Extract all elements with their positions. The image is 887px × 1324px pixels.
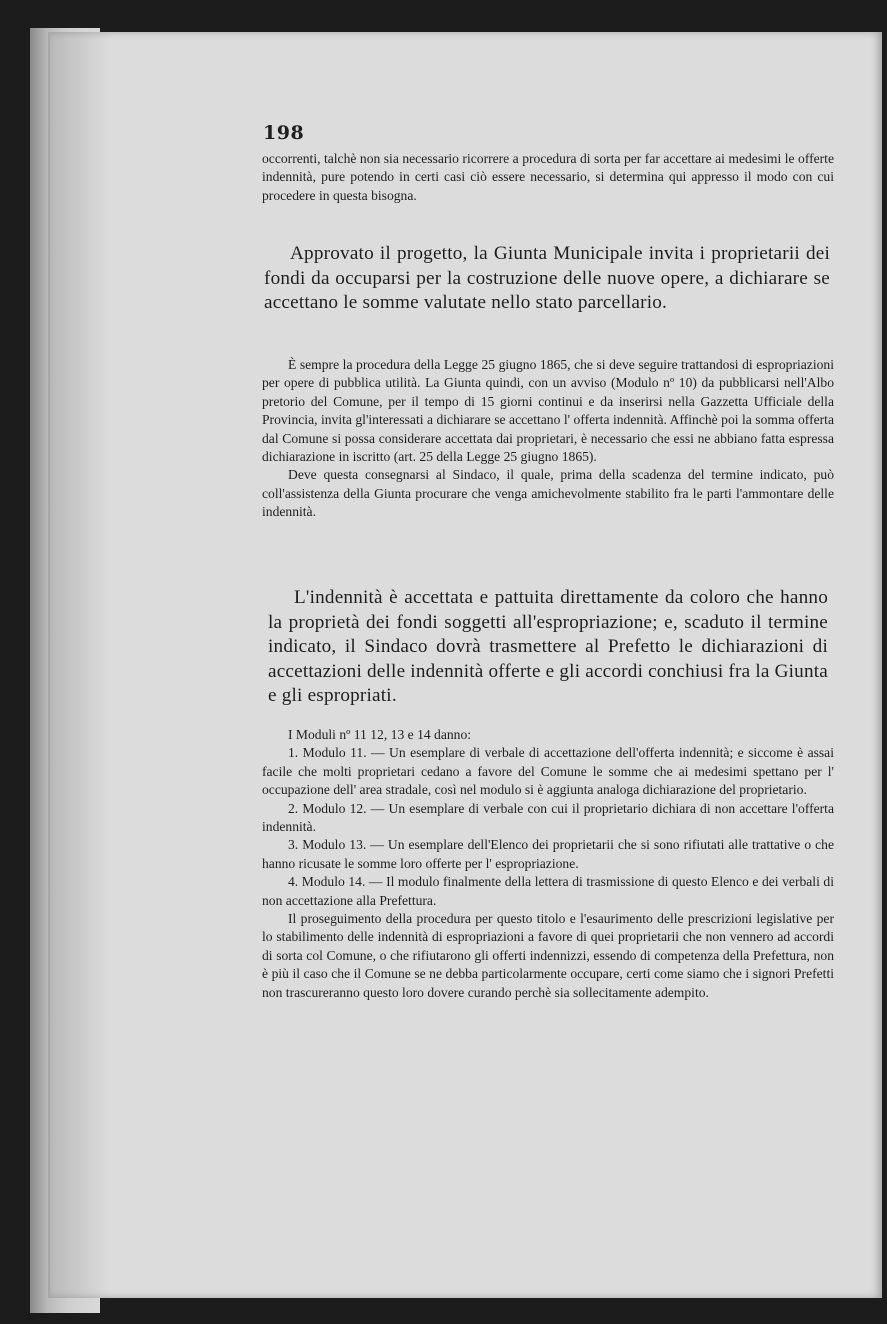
commentary-modules (262, 726, 834, 1002)
page-number: 198 (263, 122, 305, 144)
module-item: 2. Modulo 12. — Un esemplare di verbale con cui il proprietario dichiara di non accettare l'offerta indennità. (262, 800, 834, 835)
page-gutter-shadow (50, 32, 110, 1298)
commentary-procedure (262, 356, 834, 522)
closing-paragraph: Il proseguimento della procedura per questo titolo e l'esaurimento delle prescrizioni legislative per lo stabilimento delle indennità di espropriazioni a favore di quei proprietarii che non vennero ad accordi di sorta col Comune, o che rifiutarono gli offerti indennizzi, essendo di competenza della Prefettura, non è più il caso che il Comune se ne debba particolarmente occupare, certi come siamo che i signori Prefetti non trascureranno questo loro dovere curando perchè sia sollecitamente adempito. (262, 911, 834, 1000)
module-item: 3. Modulo 13. — Un esemplare dell'Elenco dei proprietarii che si sono rifiutati alle trattative o che hanno ricusate le somme loro offerte per l' espropriazione. (262, 837, 834, 871)
intro-paragraph: occorrenti, talchè non sia necessario ricorrere a procedura di sorta per far accettare ai medesimi le offerte indennità, pure potendo in certi casi ciò essere necessario, si determina qui appresso il modo con cui procedere in questa bisogna. (262, 151, 834, 203)
modules-intro: I Moduli nº 11 12, 13 e 14 danno: (288, 727, 472, 742)
commentary-paragraph: È sempre la procedura della Legge 25 giugno 1865, che si deve seguire trattandosi di espropriazioni per opere di pubblica utilità. La Giunta quindi, con un avviso (Modulo nº 10) da pubblicarsi nell'Albo pretorio del Comune, per il tempo di 15 giorni continui e da inserirsi nella Gazzetta Ufficiale della Provincia, invita gl'interessati a dichiarare se accettano l' offerta indennità. Affinchè poi la somma offerta dal Comune si possa considerare accettata dai proprietari, è necessario che essi ne abbiano fatta espressa dichiarazione in iscritto (art. 25 della Legge 25 giugno 1865). (262, 357, 834, 465)
module-item: 1. Modulo 11. — Un esemplare di verbale di accettazione dell'offerta indennità; e siccome è assai facile che molti proprietari cedano a favore del Comune le somme che ai medesimi spettano per l' occupazione dell' area stradale, così nel modulo si è aggiunta analoga dichiarazione del proprietario. (262, 745, 834, 798)
article-indemnity-text: L'indennità è accettata e pattuita direttamente da coloro che hanno la proprietà dei fondi soggetti all'espropriazione; e, scaduto il termine indicato, il Sindaco dovrà trasmettere al Prefetto le dichiarazioni di accettazioni delle indennità offerte e gli accordi conchiusi fra la Giunta e gli espropriati. (268, 587, 828, 706)
module-item: 4. Modulo 14. — Il modulo finalmente della lettera di trasmissione di questo Elenco e dei verbali di non accettazione alla Prefettura. (262, 874, 834, 908)
article-approval-text: Approvato il progetto, la Giunta Municipale invita i proprietarii dei fondi da occuparsi per la costruzione delle nuove opere, a dichiarare se accettano le somme valutate nello stato parcellario. (264, 243, 830, 313)
commentary-paragraph: Deve questa consegnarsi al Sindaco, il quale, prima della scadenza del termine indicato, può coll'assistenza della Giunta procurare che venga amichevolmente stabilito fra le parti l'ammontare delle indennità. (262, 467, 834, 520)
